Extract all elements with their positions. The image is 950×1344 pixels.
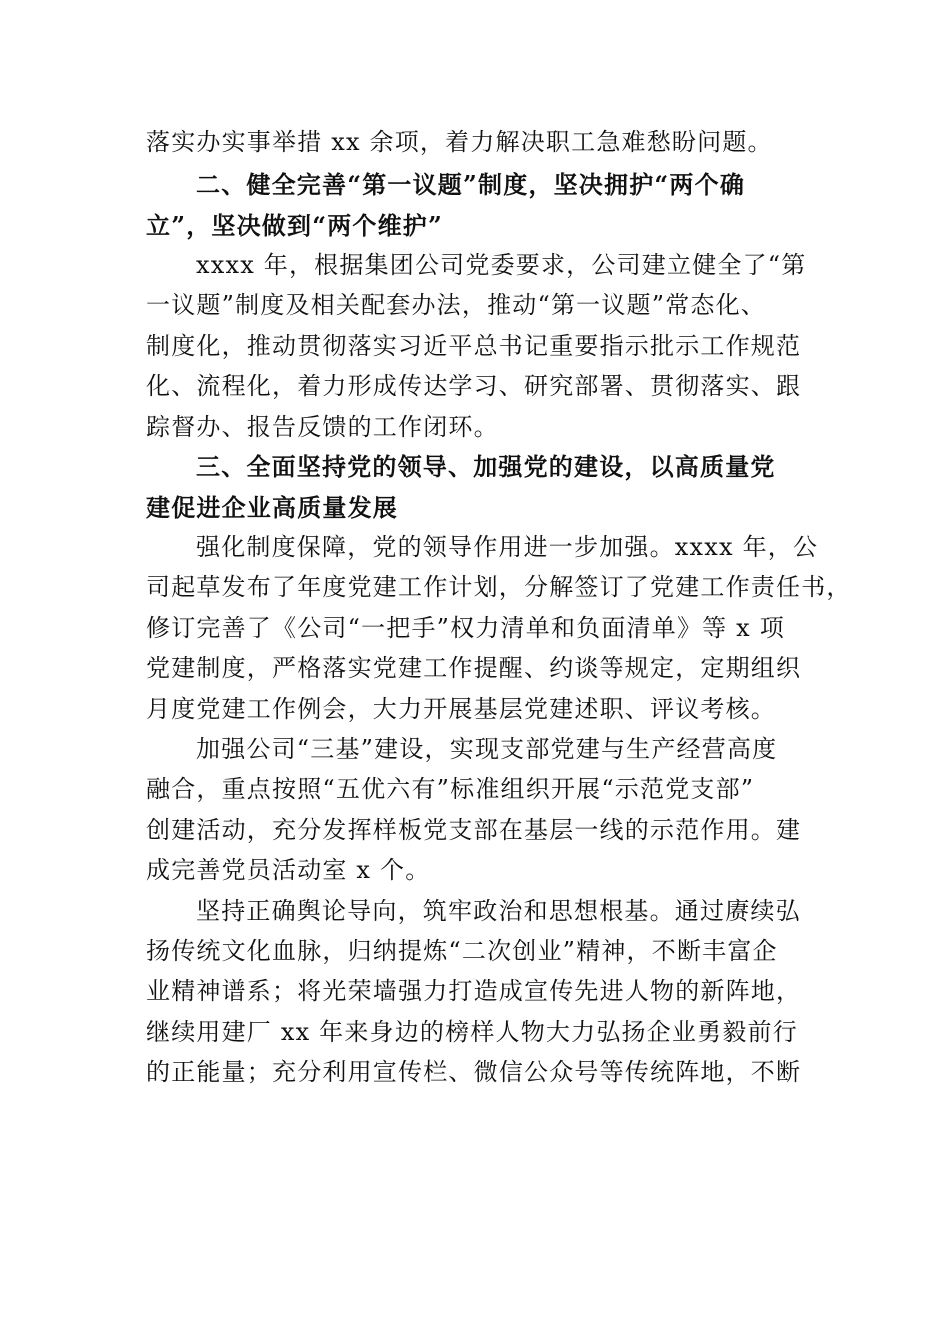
paragraph-line: 党建制度，严格落实党建工作提醒、约谈等规定，定期组织 bbox=[146, 654, 802, 682]
paragraph-line: 踪督办、报告反馈的工作闭环。 bbox=[146, 413, 499, 441]
paragraph-line: 修订完善了《公司“一把手”权力清单和负面清单》等 x 项 bbox=[146, 614, 785, 642]
paragraph-line: 加强公司“三基”建设，实现支部党建与生产经营高度 bbox=[196, 735, 778, 763]
paragraph-line: 创建活动，充分发挥样板党支部在基层一线的示范作用。建 bbox=[146, 816, 802, 844]
paragraph-line: 融合，重点按照“五优六有”标准组织开展“示范党支部” bbox=[146, 775, 755, 803]
section-heading-3-cont: 建促进企业高质量发展 bbox=[146, 493, 398, 522]
paragraph-line: 化、流程化，着力形成传达学习、研究部署、贯彻落实、跟 bbox=[146, 372, 802, 400]
paragraph-line: 一议题”制度及相关配套办法，推动“第一议题”常态化、 bbox=[146, 291, 767, 319]
paragraph-line: 制度化，推动贯彻落实习近平总书记重要指示批示工作规范 bbox=[146, 332, 802, 360]
paragraph-line: 落实办实事举措 xx 余项，着力解决职工急难愁盼问题。 bbox=[146, 128, 773, 156]
section-heading-2-cont: 立”，坚决做到“两个维护” bbox=[146, 211, 444, 240]
paragraph-line: 坚持正确舆论导向，筑牢政治和思想根基。通过赓续弘 bbox=[196, 897, 801, 925]
paragraph-line: 的正能量；充分利用宣传栏、微信公众号等传统阵地，不断 bbox=[146, 1058, 802, 1086]
paragraph-line: 扬传统文化血脉，归纳提炼“二次创业”精神，不断丰富企 bbox=[146, 937, 778, 965]
paragraph-line: 强化制度保障，党的领导作用进一步加强。xxxx 年，公 bbox=[196, 533, 819, 561]
paragraph-line: xxxx 年，根据集团公司党委要求，公司建立健全了“第 bbox=[196, 251, 807, 279]
paragraph-line: 月度党建工作例会，大力开展基层党建述职、评议考核。 bbox=[146, 695, 776, 723]
paragraph-line: 成完善党员活动室 x 个。 bbox=[146, 856, 431, 884]
paragraph-line: 业精神谱系；将光荣墙强力打造成宣传先进人物的新阵地， bbox=[146, 977, 802, 1005]
paragraph-line: 司起草发布了年度党建工作计划，分解签订了党建工作责任书， bbox=[146, 573, 852, 601]
section-heading-3: 三、全面坚持党的领导、加强党的建设，以高质量党 bbox=[196, 452, 776, 481]
paragraph-line: 继续用建厂 xx 年来身边的榜样人物大力弘扬企业勇毅前行 bbox=[146, 1018, 798, 1046]
section-heading-2: 二、健全完善“第一议题”制度，坚决拥护“两个确 bbox=[196, 170, 746, 199]
